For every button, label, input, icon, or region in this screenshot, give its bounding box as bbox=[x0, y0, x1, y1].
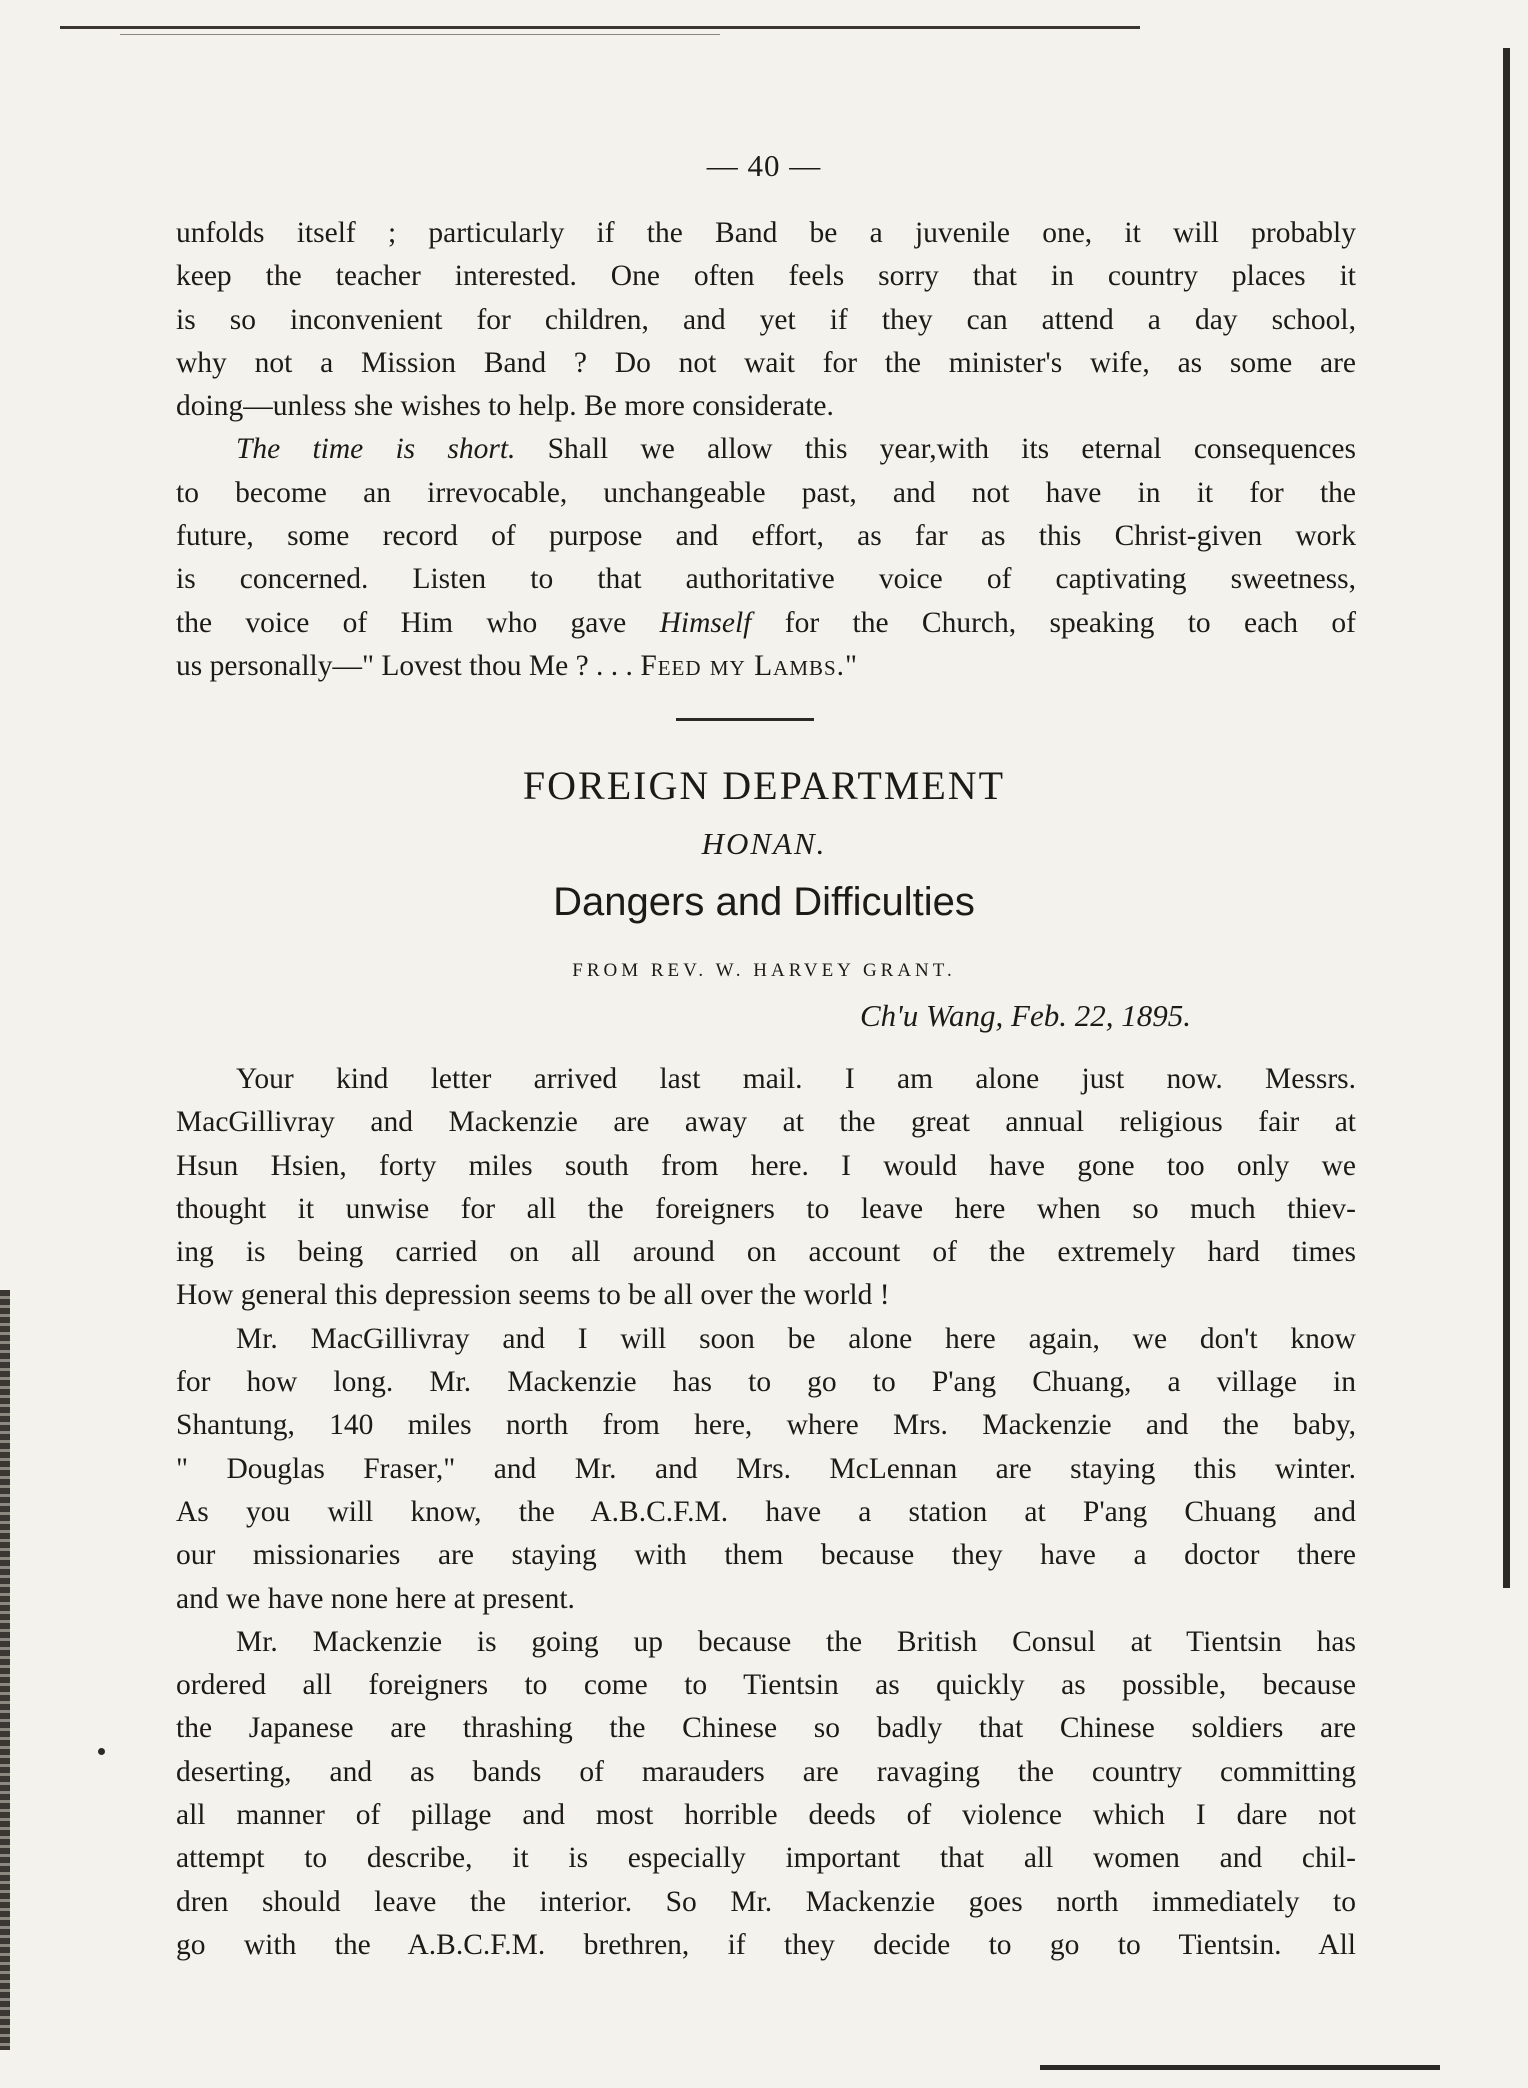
text-line: MacGillivray and Mackenzie are away at the great annual religious fair at bbox=[176, 1106, 1356, 1139]
ink-speck bbox=[98, 1748, 105, 1755]
text-line: dren should leave the interior. So Mr. Mackenzie goes north immediately to bbox=[176, 1885, 1356, 1918]
text-line: go with the A.B.C.F.M. brethren, if they decide to go to Tientsin. All bbox=[176, 1928, 1356, 1961]
text-line: deserting, and as bands of marauders are ravaging the country committing bbox=[176, 1755, 1356, 1788]
text-line: and we have none here at present. bbox=[176, 1582, 575, 1615]
italic-word: Himself bbox=[659, 606, 752, 639]
top-border-rule-thin bbox=[120, 34, 720, 35]
right-page-edge bbox=[1503, 48, 1510, 1588]
text-line: the Japanese are thrashing the Chinese so badly that Chinese soldiers are bbox=[176, 1712, 1356, 1745]
text-line bbox=[176, 428, 1356, 471]
text-line: Shantung, 140 miles north from here, where Mrs. Mackenzie and the baby, bbox=[176, 1409, 1356, 1442]
text-line bbox=[176, 602, 1356, 645]
section-divider bbox=[676, 718, 814, 721]
text-line: doing—unless she wishes to help. Be more considerate. bbox=[176, 390, 834, 423]
lead-italic: The time is short. bbox=[236, 433, 516, 466]
text-line: How general this depression seems to be all over the world ! bbox=[176, 1279, 890, 1312]
text-run: the voice of Him who gave bbox=[176, 606, 660, 639]
text-line: ordered all foreigners to come to Tientsin as quickly as possible, because bbox=[176, 1669, 1356, 1702]
text-line: to become an irrevocable, unchangeable past, and not have in it for the bbox=[176, 476, 1356, 509]
text-line: unfolds itself ; particularly if the Band be a juvenile one, it will probably bbox=[176, 217, 1356, 249]
text-run: us personally—" Lovest thou Me ? . . . bbox=[176, 649, 641, 682]
intro-paragraph-2 bbox=[176, 428, 1356, 688]
letter-body bbox=[176, 1058, 1356, 1967]
text-line: Your kind letter arrived last mail. I am alone just now. Messrs. bbox=[236, 1063, 1356, 1095]
dateline: Ch'u Wang, Feb. 22, 1895. bbox=[860, 998, 1191, 1033]
text-run: for the Church, speaking to each of bbox=[751, 606, 1356, 639]
text-line: Mr. MacGillivray and I will soon be alone here again, we don't know bbox=[236, 1322, 1356, 1355]
letter-paragraph-3 bbox=[176, 1621, 1356, 1967]
bottom-rule bbox=[1040, 2065, 1440, 2070]
place-heading: HONAN. bbox=[701, 826, 827, 861]
text-line: is concerned. Listen to that authoritative voice of captivating sweetness, bbox=[176, 563, 1356, 596]
text-line: for how long. Mr. Mackenzie has to go to P'ang Chuang, a village in bbox=[176, 1366, 1356, 1399]
left-binding-edge bbox=[0, 1290, 10, 2050]
text-line: why not a Mission Band ? Do not wait for the minister's wife, as some are bbox=[176, 346, 1356, 379]
text-line: attempt to describe, it is especially important that all women and chil- bbox=[176, 1842, 1356, 1875]
text-line: is so inconvenient for children, and yet if they can attend a day school, bbox=[176, 303, 1356, 336]
text-line: ing is being carried on all around on account of the extremely hard times bbox=[176, 1236, 1356, 1269]
letter-paragraph-2 bbox=[176, 1318, 1356, 1621]
text-line: our missionaries are staying with them because they have a doctor there bbox=[176, 1539, 1356, 1572]
text-line: Hsun Hsien, forty miles south from here. I would have gone too only we bbox=[176, 1149, 1356, 1182]
text-run: Shall we allow this year,with its eternal consequences bbox=[515, 433, 1356, 466]
small-caps-phrase: Feed my Lambs. bbox=[640, 649, 846, 682]
text-line bbox=[176, 645, 1356, 688]
text-line: " Douglas Fraser," and Mr. and Mrs. McLennan are staying this winter. bbox=[176, 1452, 1356, 1485]
department-heading: FOREIGN DEPARTMENT bbox=[522, 763, 1006, 808]
text-line: future, some record of purpose and effort, as far as this Christ-given work bbox=[176, 520, 1356, 553]
text-line: thought it unwise for all the foreigners to leave here when so much thiev- bbox=[176, 1192, 1356, 1225]
page-number: — 40 — bbox=[706, 148, 822, 183]
letter-paragraph-1 bbox=[176, 1058, 1356, 1318]
text-run: " bbox=[845, 649, 858, 682]
intro-section bbox=[176, 212, 1356, 688]
intro-paragraph-1 bbox=[176, 212, 1356, 428]
text-line: keep the teacher interested. One often feels sorry that in country places it bbox=[176, 260, 1356, 293]
top-border-rule bbox=[60, 26, 1140, 29]
byline: FROM REV. W. HARVEY GRANT. bbox=[572, 960, 956, 981]
text-line: Mr. Mackenzie is going up because the British Consul at Tientsin has bbox=[236, 1625, 1356, 1658]
text-line: As you will know, the A.B.C.F.M. have a station at P'ang Chuang and bbox=[176, 1495, 1356, 1528]
article-title: Dangers and Difficulties bbox=[553, 880, 975, 924]
text-line: all manner of pillage and most horrible deeds of violence which I dare not bbox=[176, 1799, 1356, 1832]
